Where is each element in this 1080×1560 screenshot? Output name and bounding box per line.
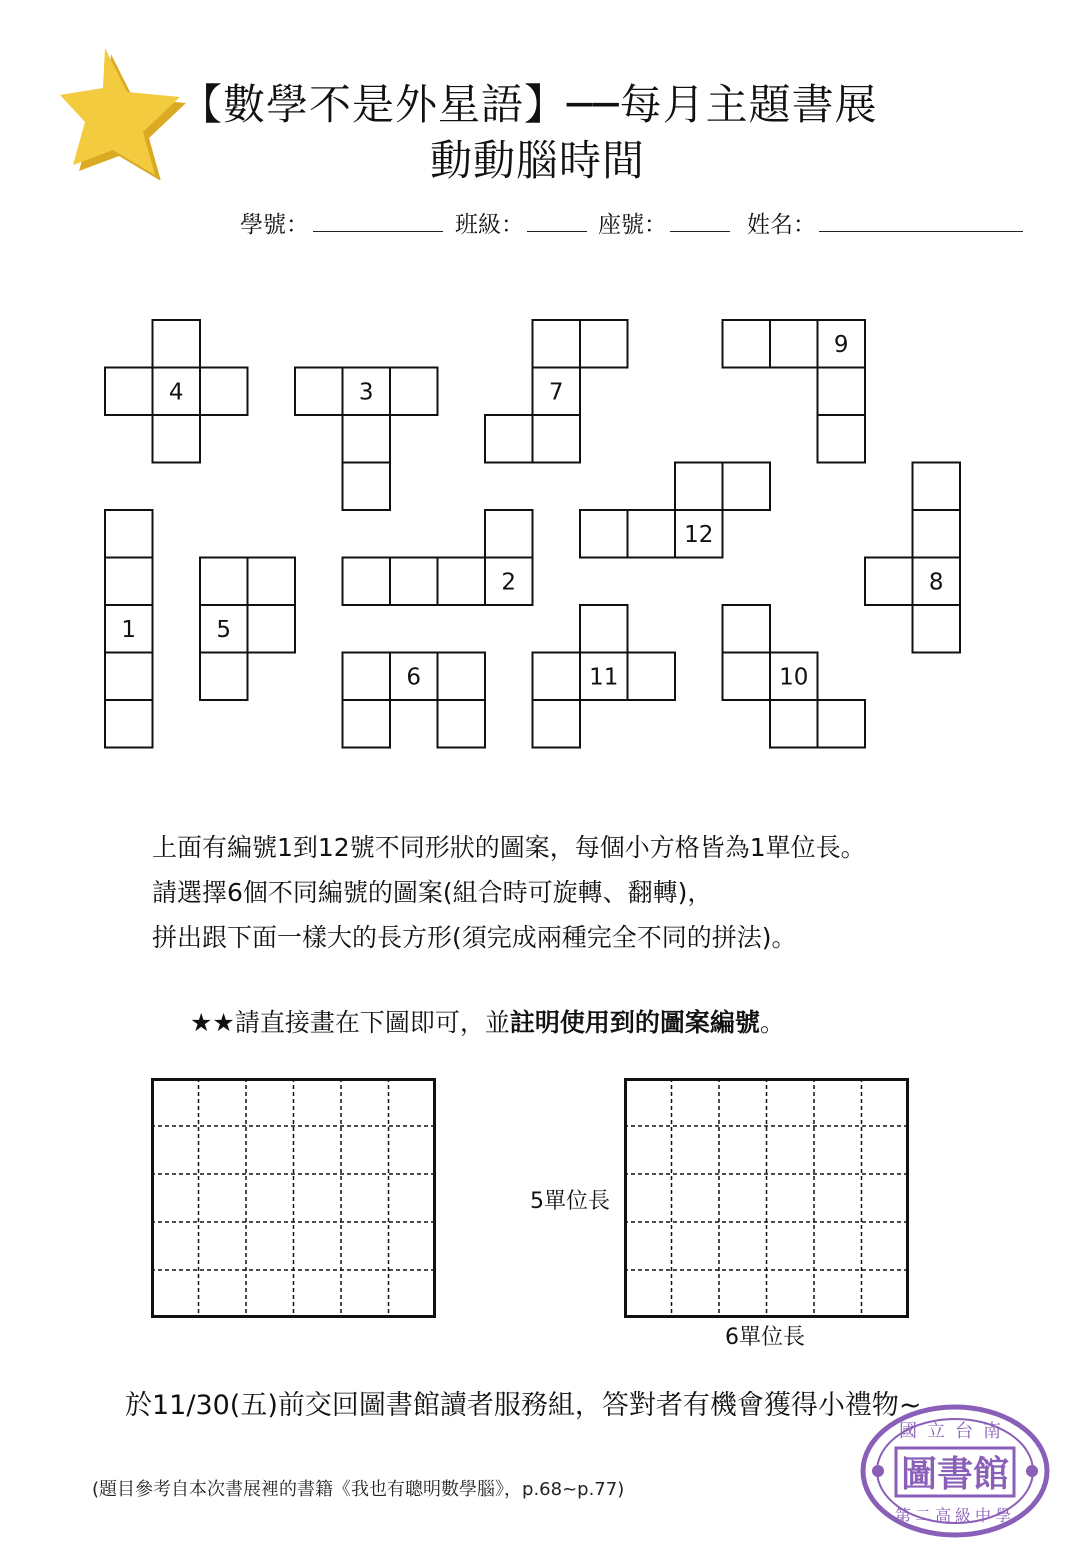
piece-11-cell: [580, 605, 628, 653]
piece-label-12: 12: [684, 521, 714, 548]
piece-6-cell: [438, 700, 486, 748]
piece-3-cell: [343, 415, 391, 463]
student-id-label: 學號：: [240, 212, 309, 238]
piece-label-8: 8: [928, 569, 944, 596]
piece-4-cell: [200, 368, 248, 416]
piece-4-cell: [153, 320, 201, 368]
answer-grid-right[interactable]: [624, 1078, 909, 1318]
piece-6-cell: [343, 700, 391, 748]
piece-8-cell: [913, 510, 961, 558]
svg-text:圖書館: 圖書館: [900, 1453, 1010, 1495]
piece-label-6: 6: [406, 664, 422, 691]
piece-11-cell: [628, 653, 676, 701]
piece-label-2: 2: [501, 569, 517, 596]
seat-blank[interactable]: [670, 231, 730, 232]
class-blank[interactable]: [527, 231, 587, 232]
piece-5-cell: [200, 653, 248, 701]
class-label: 班級：: [455, 212, 524, 238]
piece-3-cell: [343, 463, 391, 511]
piece-10-cell: [723, 605, 771, 653]
description-line-2: 請選擇6個不同編號的圖案(組合時可旋轉、翻轉)，: [152, 878, 713, 907]
svg-text:第二高級中學: 第二高級中學: [894, 1506, 1016, 1525]
piece-3-cell: [295, 368, 343, 416]
piece-9-cell: [770, 320, 818, 368]
description-line-1: 上面有編號1到12號不同形狀的圖案，每個小方格皆為1單位長。: [152, 833, 866, 862]
piece-9-cell: [818, 415, 866, 463]
name-blank[interactable]: [819, 231, 1023, 232]
piece-10-cell: [818, 700, 866, 748]
piece-1-cell: [105, 510, 153, 558]
piece-9-cell: [818, 368, 866, 416]
student-id-blank[interactable]: [313, 231, 443, 232]
piece-label-9: 9: [833, 331, 849, 358]
piece-label-10: 10: [779, 664, 809, 691]
piece-4-cell: [105, 368, 153, 416]
piece-7-cell: [533, 320, 581, 368]
height-label: 5單位長: [530, 1189, 610, 1214]
svg-text:國立台南: 國立台南: [899, 1421, 1011, 1442]
piece-5-cell: [248, 605, 296, 653]
instruction: [190, 1003, 785, 1039]
piece-11-cell: [533, 653, 581, 701]
piece-12-cell: [675, 463, 723, 511]
piece-label-1: 1: [121, 616, 137, 643]
instruction-prefix: ★★請直接畫在下圖即可，並: [190, 1008, 510, 1037]
width-label: 6單位長: [725, 1325, 805, 1350]
page-title: 【數學不是外星語】──每月主題書展: [180, 80, 878, 129]
description-line-3: 拼出跟下面一樣大的長方形(須完成兩種完全不同的拼法)。: [152, 923, 797, 952]
piece-label-3: 3: [358, 379, 374, 406]
piece-2-cell: [438, 558, 486, 606]
seat-label: 座號：: [598, 212, 667, 238]
piece-3-cell: [390, 368, 438, 416]
deadline-notice: 於11/30(五)前交回圖書館讀者服務組，答對者有機會獲得小禮物~: [125, 1390, 922, 1421]
name-label: 姓名：: [747, 212, 816, 238]
piece-10-cell: [770, 700, 818, 748]
piece-label-5: 5: [216, 616, 232, 643]
piece-8-cell: [865, 558, 913, 606]
answer-grid-left[interactable]: [151, 1078, 436, 1318]
piece-1-cell: [105, 700, 153, 748]
piece-8-cell: [913, 605, 961, 653]
piece-7-cell: [485, 415, 533, 463]
piece-label-11: 11: [589, 664, 619, 691]
piece-11-cell: [533, 700, 581, 748]
puzzle-pieces: [0, 300, 1080, 770]
page-subtitle: 動動腦時間: [430, 136, 646, 185]
piece-7-cell: [533, 415, 581, 463]
piece-label-7: 7: [548, 379, 564, 406]
piece-5-cell: [248, 558, 296, 606]
reference-note: (題目參考自本次書展裡的書籍《我也有聰明數學腦》，p.68~p.77): [92, 1479, 625, 1500]
piece-8-cell: [913, 463, 961, 511]
piece-2-cell: [485, 510, 533, 558]
piece-6-cell: [438, 653, 486, 701]
piece-12-cell: [628, 510, 676, 558]
piece-2-cell: [390, 558, 438, 606]
piece-5-cell: [200, 558, 248, 606]
instruction-bold: 註明使用到的圖案編號: [509, 1008, 760, 1037]
piece-1-cell: [105, 653, 153, 701]
piece-10-cell: [723, 653, 771, 701]
piece-1-cell: [105, 558, 153, 606]
piece-6-cell: [343, 653, 391, 701]
instruction-suffix: 。: [759, 1008, 785, 1037]
piece-7-cell: [580, 320, 628, 368]
piece-4-cell: [153, 415, 201, 463]
piece-12-cell: [580, 510, 628, 558]
library-seal: [858, 1403, 1052, 1539]
piece-2-cell: [343, 558, 391, 606]
piece-12-cell: [723, 463, 771, 511]
piece-label-4: 4: [168, 379, 184, 406]
piece-9-cell: [723, 320, 771, 368]
